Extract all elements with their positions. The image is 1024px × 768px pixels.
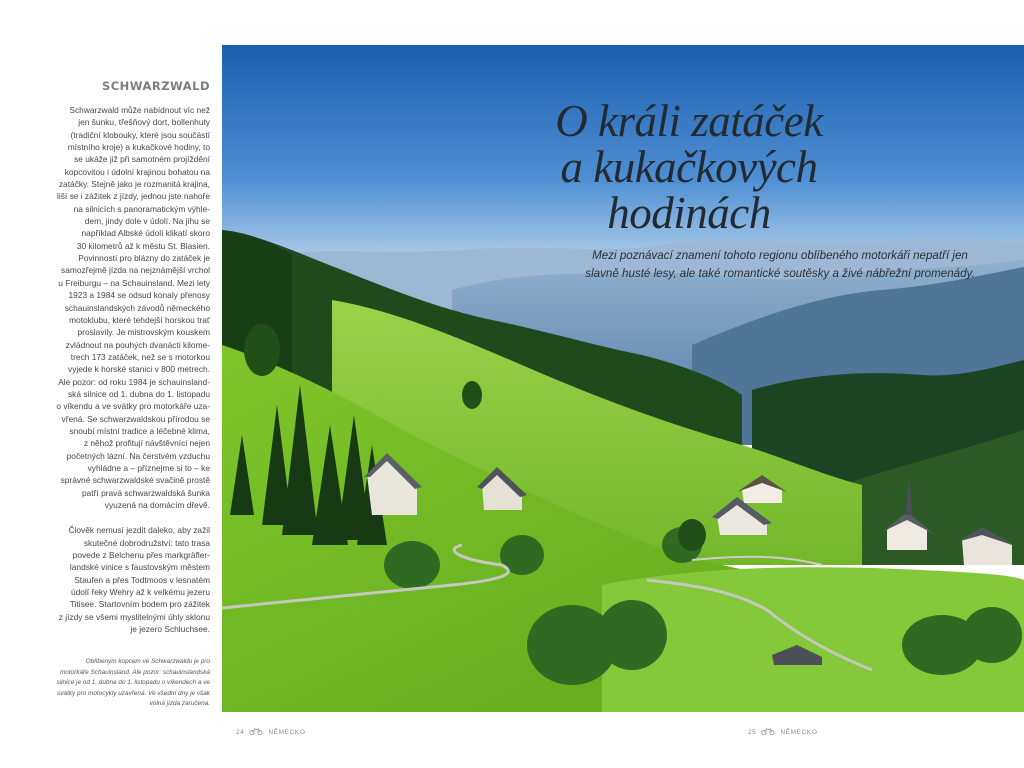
body-line: zvládnout na pouhých dvanácti kilome-	[65, 339, 210, 350]
body-line: (tradiční klobouky, které jsou součástí	[70, 129, 210, 140]
body-line: vyuzená na domácím dřevě.	[104, 500, 210, 510]
photo-caption	[38, 657, 210, 710]
body-text	[38, 104, 210, 635]
body-line: patří pravá schwarzwaldská šunka	[81, 487, 210, 498]
body-line: proslavily. Je mistrovským kouskem	[77, 327, 210, 338]
body-line: samozřejmě jízda na nejznámější vrchol	[61, 265, 210, 276]
body-paragraph	[38, 104, 210, 511]
folio-section-right: NĚMECKO	[780, 728, 818, 736]
body-line: o víkendu a ve svátky pro motorkáře uza-	[56, 401, 210, 412]
subhead-line: slavně husté lesy, ale také romantické soutěsky a živé nábřežní promenády.	[585, 267, 975, 280]
body-line: dem, jindy dole v údolí. Na jihu se	[84, 216, 210, 227]
body-line: liší se i zážitek z jízdy, jednou jste nahoře	[57, 191, 210, 202]
body-line: z jízdy se všemi myslitelnými úhly sklonu	[58, 611, 210, 622]
folio-left	[236, 727, 306, 737]
body-line: místního kroje) a kukačkové hodiny, to	[67, 142, 210, 153]
body-line: u Freiburgu – na Schauinsland. Mezi lety	[58, 277, 210, 288]
article-headline	[479, 98, 899, 236]
body-paragraph	[38, 524, 210, 635]
headline-line: hodinách	[607, 188, 771, 238]
body-line: zatáčky. Stejně jako je rozmanitá krajina,	[58, 179, 210, 190]
body-line: Ale pozor: od roku 1984 je schauinsland-	[58, 376, 210, 387]
body-line: se ukáže již při samotném projíždění	[74, 154, 210, 165]
body-line: například Albské údolí klikatí skoro	[81, 228, 210, 239]
subhead-line: Mezi poznávací znamení tohoto regionu oblíbeného motorkáři nepatří jen	[592, 249, 968, 262]
headline-line: a kukačkových	[560, 142, 818, 192]
body-line: schauinslandských závodů německého	[64, 302, 210, 313]
body-line: 1923 a 1984 se odsud konaly přenosy	[68, 290, 210, 301]
body-line: landské vinice s faustovským městem	[69, 562, 210, 573]
caption-line: silnice je od 1. dubna do 1. listopadu o víkendech a ve	[56, 679, 210, 686]
section-title: SCHWARZWALD	[101, 79, 210, 93]
body-line: trech 173 zatáček, než se s motorkou	[70, 351, 210, 362]
caption-line: svátky pro motocykly uzavřená. Ve všední dny je však	[57, 689, 210, 697]
motorcycle-icon	[761, 727, 775, 737]
body-line: snoubí místní tradice a léčebné klima,	[69, 425, 210, 436]
caption-line: volná jízda zaručena.	[149, 700, 210, 707]
body-line: údolí řeky Wehry až k velkému jezeru	[70, 587, 210, 598]
folio-right	[748, 727, 818, 737]
page-number-right: 25	[748, 728, 757, 736]
body-line: kopcovitou i údolní krajinou bohatou na	[64, 166, 210, 177]
headline-line: O králi zatáček	[555, 96, 823, 146]
body-line: motoklubu, které tehdejší horskou trať	[69, 314, 210, 325]
body-line: správné schwarzwaldské svačině prostě	[60, 475, 210, 486]
body-line: vřená. Se schwarzwaldskou přírodou se	[61, 413, 210, 424]
body-line: vyjede k horské stanici v 800 metrech.	[68, 364, 210, 375]
body-line: početných lázní. Na čerstvém vzduchu	[66, 450, 210, 461]
page-number-left: 24	[236, 728, 245, 736]
body-line: vyhládne a – příznejme si to – ke	[87, 462, 210, 473]
body-line: ská silnice od 1. dubna do 1. listopadu	[67, 388, 210, 399]
paragraph-gap	[38, 511, 210, 524]
body-line: Schwarzwald může nabídnout víc než	[69, 105, 210, 115]
article-subhead	[560, 247, 1000, 283]
body-line: Staufen a přes Todtmoos v lesnatém	[74, 574, 210, 585]
body-line: Člověk nemusí jezdit daleko, aby zažil	[68, 525, 210, 536]
body-line: Titisee. Startovním bodem pro zážitek	[69, 599, 210, 610]
body-line: 30 kilometrů až k městu St. Blasien.	[76, 240, 210, 251]
folio-section-left: NĚMECKO	[268, 728, 306, 736]
body-line: jen šunku, třešňový dort, bollenhuty	[78, 117, 210, 128]
body-line: na silnicích s panoramatickým výhle-	[73, 203, 210, 214]
caption-line: motorkáře Schauinsland. Ale pozor: schauinslandská	[59, 668, 210, 676]
motorcycle-icon	[249, 727, 263, 737]
body-line: povede z Belchenu přes markgräfler-	[72, 550, 210, 561]
caption-line: Oblíbeným kopcem ve Schwarzwaldu je pro	[85, 658, 210, 665]
body-line: z něhož profitují návštěvníci nejen	[83, 438, 210, 449]
body-line: skutečné dobrodružství: tato trasa	[83, 537, 210, 548]
body-line: je jezero Schluchsee.	[130, 624, 210, 635]
body-line: Povinností pro blázny do zatáček je	[78, 253, 210, 264]
